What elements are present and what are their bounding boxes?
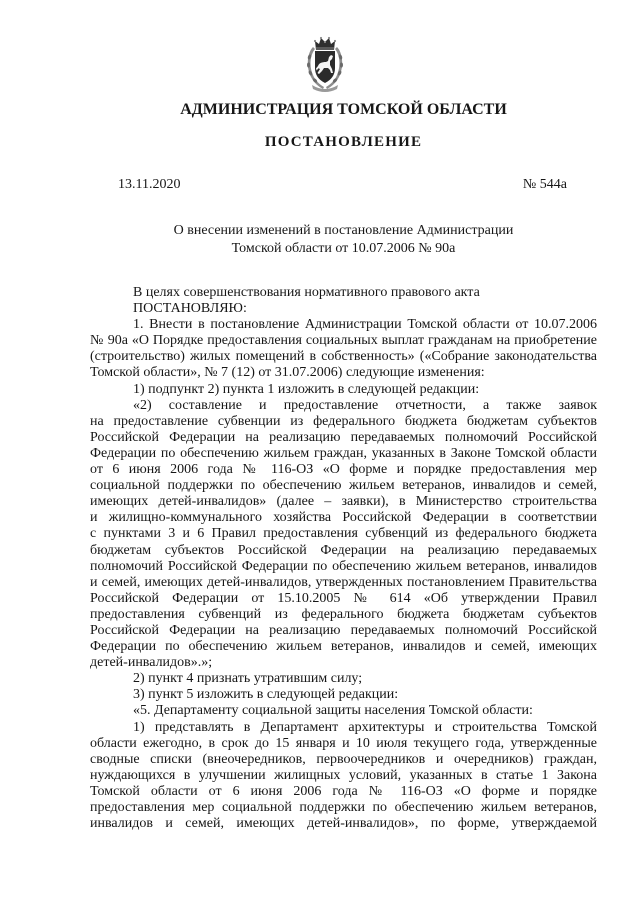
body-line: ПОСТАНОВЛЯЮ: bbox=[133, 301, 247, 317]
body-line: «2) составление и предоставление отчетности, а также заявок bbox=[133, 397, 597, 413]
subject-line: Томской области от 10.07.2006 № 90а bbox=[231, 241, 456, 256]
body-line: предоставления субвенций из федерального бюджета бюджетам субъектов bbox=[90, 606, 597, 622]
body-line: Российской Федерации от 15.10.2005 № 614 «Об утверждении Правил bbox=[90, 590, 597, 606]
body-line: 1) представлять в Департамент архитектуры и строительства Томской bbox=[133, 719, 597, 735]
body-line: В целях совершенствования нормативного правового акта bbox=[133, 285, 480, 300]
body-line: социальной поддержки по обеспечению жильем ветеранов, инвалидов и семей, bbox=[90, 478, 597, 494]
quoted-clause-5-heading bbox=[90, 703, 597, 719]
body-line: полномочий Российской Федерации по обеспечению жильем ветеранов, инвалидов bbox=[90, 558, 597, 574]
document-body bbox=[90, 285, 597, 832]
body-line: 3) пункт 5 изложить в следующей редакции: bbox=[133, 687, 399, 703]
subclause-3-intro-paragraph bbox=[90, 687, 597, 703]
body-line: и семей, имеющих детей-инвалидов, утвержденных постановлением Правительства bbox=[90, 574, 597, 590]
body-line: сводные списки (внеочередников, первоочередников и очередников) граждан, bbox=[90, 751, 597, 767]
body-line: области ежегодно, в срок до 15 января и 10 июля текущего года, утвержденные bbox=[90, 735, 597, 751]
subclause-2-paragraph bbox=[90, 671, 597, 687]
document-subject bbox=[90, 222, 597, 258]
body-line: 1. Внести в постановление Администрации Томской области от 10.07.2006 bbox=[133, 317, 597, 333]
body-line: бюджетам субъектов Российской Федерации на реализацию передаваемых bbox=[90, 542, 597, 558]
quoted-item-2-paragraph bbox=[90, 398, 597, 672]
ribbon-shape bbox=[312, 85, 338, 92]
body-line: № 90а «О Порядке предоставления социальных выплат гражданам на приобретение bbox=[90, 333, 597, 349]
body-line: (строительство) жилых помещений в собственность» («Собрание законодательства bbox=[90, 349, 597, 365]
body-line: «5. Департаменту социальной защиты населения Томской области: bbox=[133, 703, 533, 719]
document-type-heading: ПОСТАНОВЛЕНИЕ bbox=[264, 134, 423, 150]
crown-pearls bbox=[314, 37, 336, 43]
body-line: инвалидов и семей, имеющих детей-инвалидов», по форме, утверждаемой bbox=[90, 816, 597, 832]
body-line: Федерации по обеспечению жильем ветеранов, инвалидов и семей, имеющих bbox=[90, 639, 597, 655]
tomsk-oblast-coat-of-arms-icon bbox=[302, 33, 348, 93]
organization-title: АДМИНИСТРАЦИЯ ТОМСКОЙ ОБЛАСТИ bbox=[180, 101, 507, 118]
document-date: 13.11.2020 bbox=[118, 177, 181, 192]
body-line: Российской Федерации на реализацию передаваемых полномочий Российской bbox=[90, 429, 597, 445]
body-line: Федерации по обеспечению жильем граждан, указанных в Законе Томской области bbox=[90, 445, 597, 461]
body-line: с пунктами 3 и 6 Правил предоставления субвенций из федерального бюджета bbox=[90, 526, 597, 542]
clause-1-paragraph bbox=[90, 317, 597, 381]
subject-line: О внесении изменений в постановление Администрации bbox=[173, 223, 514, 238]
body-line: 2) пункт 4 признать утратившим силу; bbox=[133, 671, 363, 687]
body-line: детей-инвалидов».»; bbox=[90, 655, 213, 671]
clause-5-item-1-paragraph bbox=[90, 720, 597, 833]
body-line: Российской Федерации на реализацию передаваемых полномочий Российской bbox=[90, 622, 597, 638]
decree-word-paragraph bbox=[90, 301, 597, 317]
document-number: № 544а bbox=[522, 177, 567, 192]
preamble-paragraph bbox=[90, 285, 597, 301]
body-line: от 6 июня 2006 года № 116-ОЗ «О форме и порядке предоставления мер bbox=[90, 462, 597, 478]
body-line: имеющих детей-инвалидов» (далее – заявки), в Министерство строительства bbox=[90, 494, 597, 510]
subclause-1-intro-paragraph bbox=[90, 382, 597, 398]
body-line: Томской области от 6 июня 2006 года № 116-ОЗ «О форме и порядке bbox=[90, 783, 597, 799]
body-line: и жилищно-коммунального хозяйства Российской Федерации в соответствии bbox=[90, 510, 597, 526]
body-line: нуждающихся в улучшении жилищных условий, указанных в статье 1 Закона bbox=[90, 767, 597, 783]
body-line: на предоставление субвенции из федерального бюджета бюджетам субъектов bbox=[90, 413, 597, 429]
crown-band bbox=[316, 47, 334, 50]
body-line: предоставления мер социальной поддержки по обеспечению жильем ветеранов, bbox=[90, 800, 597, 815]
body-line: 1) подпункт 2) пункта 1 изложить в следующей редакции: bbox=[133, 381, 480, 397]
body-line: Томской области», № 7 (12) от 31.07.2006) следующие изменения: bbox=[90, 365, 485, 381]
